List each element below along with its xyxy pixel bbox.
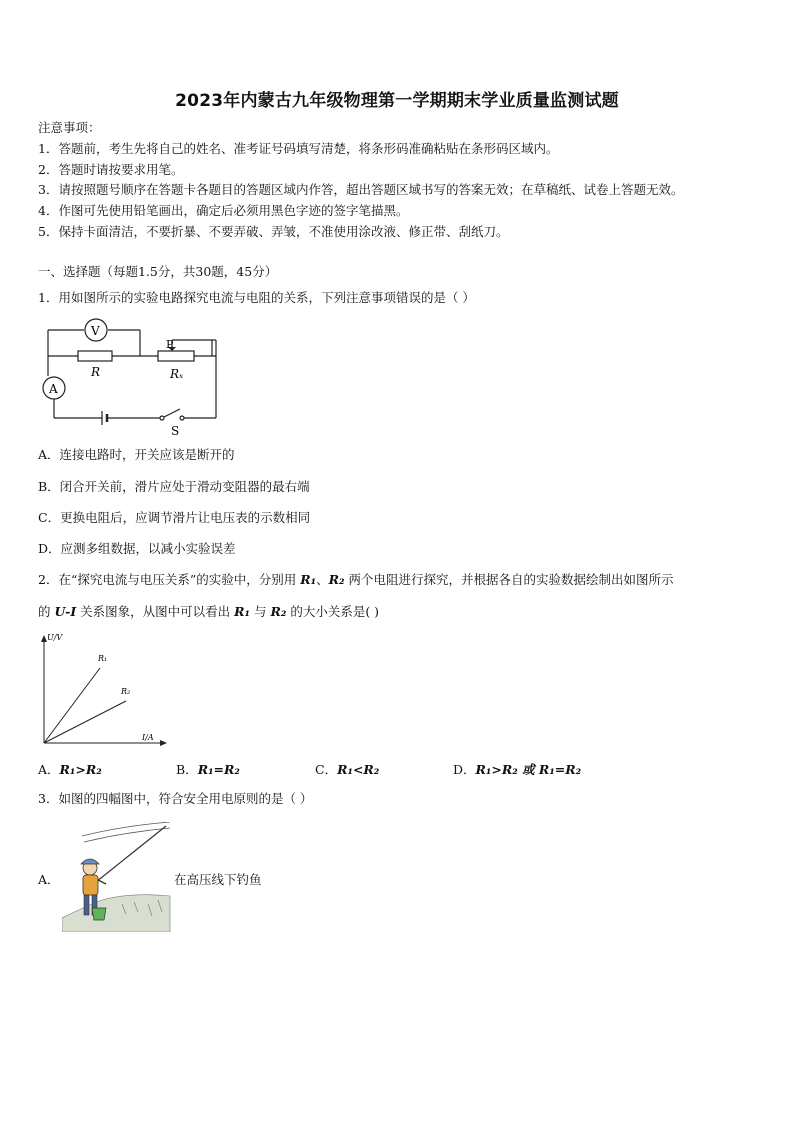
q2-ui-graph <box>38 630 168 748</box>
r2-symbol: R₂ <box>328 572 345 587</box>
q2-text: 2．在“探究电流与电压关系”的实验中，分别用 <box>38 572 301 587</box>
r1-symbol: R₁ <box>234 604 251 619</box>
r1-symbol: R₁ <box>300 572 317 587</box>
slider-label: P <box>166 338 174 351</box>
option-letter: D． <box>453 762 476 777</box>
q3-stem: 3．如图的四幅图中，符合安全用电原则的是（ ） <box>38 791 313 806</box>
q2-option-d <box>453 760 581 778</box>
notice-2: 2．答题时请按要求用笔。 <box>38 162 184 177</box>
option-letter: C． <box>315 762 338 777</box>
q2-option-b <box>176 760 240 778</box>
fishing-under-powerline-image <box>62 822 172 932</box>
document-title: 2023年内蒙古九年级物理第一学期期末学业质量监测试题 <box>175 91 619 111</box>
r2-line <box>44 701 126 743</box>
r1-line <box>44 668 100 743</box>
option-letter: B． <box>176 762 198 777</box>
q2-text: 与 <box>250 604 271 619</box>
q1-option-c: C．更换电阻后，应调节滑片让电压表的示数相同 <box>38 510 311 525</box>
q2-stem-line2 <box>38 604 379 620</box>
ammeter-label: A <box>49 382 58 396</box>
q1-stem: 1．用如图所示的实验电路探究电流与电阻的关系，下列注意事项错误的是（ ） <box>38 290 475 305</box>
q2-text: 的大小关系是( ) <box>286 604 380 619</box>
q1-option-d: D．应测多组数据，以减小实验误差 <box>38 541 236 556</box>
switch-label: S <box>171 424 180 438</box>
y-axis-label: U/V <box>47 633 63 642</box>
q2-text: 的 <box>38 604 55 619</box>
section-heading: 一、选择题（每题1.5分，共30题，45分） <box>38 264 278 279</box>
notice-3: 3．请按照题号顺序在答题卡各题目的答题区域内作答，超出答题区域书写的答案无效；在草稿纸、试卷上答题无效。 <box>38 182 684 197</box>
notice-heading: 注意事项： <box>38 120 101 135</box>
ui-symbol: U-I <box>54 604 77 619</box>
q2-text: 关系图象，从图中可以看出 <box>76 604 235 619</box>
notice-1: 1．答题前，考生先将自己的姓名、准考证号码填写清楚，将条形码准确粘贴在条形码区域内。 <box>38 141 559 156</box>
q2-text: 、 <box>316 572 329 587</box>
option-text: R₁>R₂ <box>59 762 102 777</box>
q3-option-a-letter: A． <box>38 872 60 887</box>
r2-symbol: R₂ <box>270 604 287 619</box>
option-text: R₁>R₂ 或 R₁=R₂ <box>475 762 582 777</box>
q1-option-a: A．连接电路时，开关应该是断开的 <box>38 447 235 462</box>
q2-option-c <box>315 760 379 778</box>
q2-option-a <box>38 760 102 778</box>
option-text: R₁<R₂ <box>337 762 380 777</box>
q1-circuit-diagram <box>40 316 225 438</box>
rheostat-label: Rₓ <box>170 367 184 381</box>
notice-4: 4．作图可先使用铅笔画出，确定后必须用黑色字迹的签字笔描黑。 <box>38 203 409 218</box>
q2-stem-line1 <box>38 572 673 588</box>
x-axis-label: I/A <box>142 733 154 742</box>
r1-line-label: R₁ <box>98 654 108 663</box>
option-letter: A． <box>38 762 60 777</box>
q1-option-b: B．闭合开关前，滑片应处于滑动变阻器的最右端 <box>38 479 310 494</box>
option-text: R₁=R₂ <box>197 762 240 777</box>
voltmeter-label: V <box>91 324 100 338</box>
q3-option-a-text: 在高压线下钓鱼 <box>174 872 262 887</box>
resistor-label: R <box>91 365 101 379</box>
r2-line-label: R₂ <box>121 687 131 696</box>
q2-text: 两个电阻进行探究，并根据各自的实验数据绘制出如图所示 <box>344 572 674 587</box>
notice-5: 5．保持卡面清洁，不要折暴、不要弄破、弄皱，不准使用涂改液、修正带、刮纸刀。 <box>38 224 509 239</box>
